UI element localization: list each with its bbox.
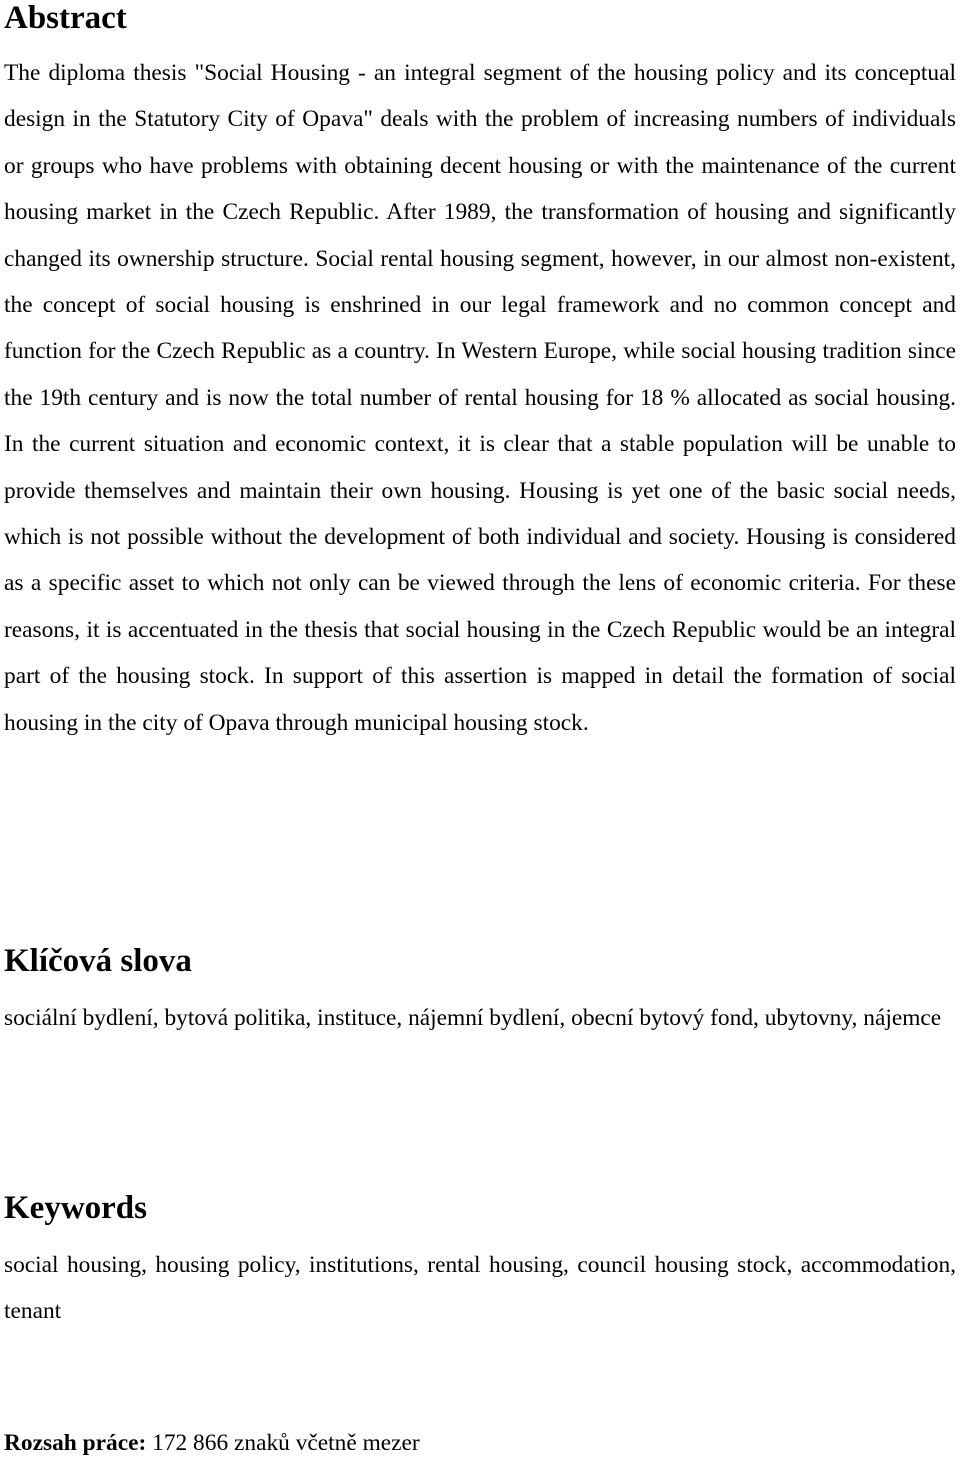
work-extent-label: Rozsah práce:	[4, 1430, 147, 1456]
work-extent-line	[4, 1428, 420, 1458]
keywords-heading: Keywords	[4, 1190, 147, 1226]
keywords-list: social housing, housing policy, institutions, rental housing, council housing stock, accommodation, tenant	[4, 1252, 956, 1325]
abstract-heading: Abstract	[4, 0, 127, 36]
work-extent-value: 172 866 znaků včetně mezer	[152, 1430, 420, 1456]
klicova-slova-heading: Klíčová slova	[4, 943, 192, 979]
abstract-paragraph: The diploma thesis "Social Housing - an integral segment of the housing policy and its conceptual design in the Statutory City of Opava" deals with the problem of increasing numbers of individuals or groups who have problems with obtaining decent housing or with the maintenance of the current housing market in the Czech Republic. After 1989, the transformation of housing and significantly changed its ownership structure. Social rental housing segment, however, in our almost non-existent, the concept of social housing is enshrined in our legal framework and no common concept and function for the Czech Republic as a country. In Western Europe, while social housing tradition since the 19th century and is now the total number of rental housing for 18 % allocated as social housing. In the current situation and economic context, it is clear that a stable population will be unable to provide themselves and maintain their own housing. Housing is yet one of the basic social needs, which is not possible without the development of both individual and society. Housing is considered as a specific asset to which not only can be viewed through the lens of economic criteria. For these reasons, it is accentuated in the thesis that social housing in the Czech Republic would be an integral part of the housing stock. In support of this assertion is mapped in detail the formation of social housing in the city of Opava through municipal housing stock.	[4, 60, 956, 736]
klicova-slova-list: sociální bydlení, bytová politika, instituce, nájemní bydlení, obecní bytový fond, ubytovny, nájemce	[4, 1005, 942, 1031]
